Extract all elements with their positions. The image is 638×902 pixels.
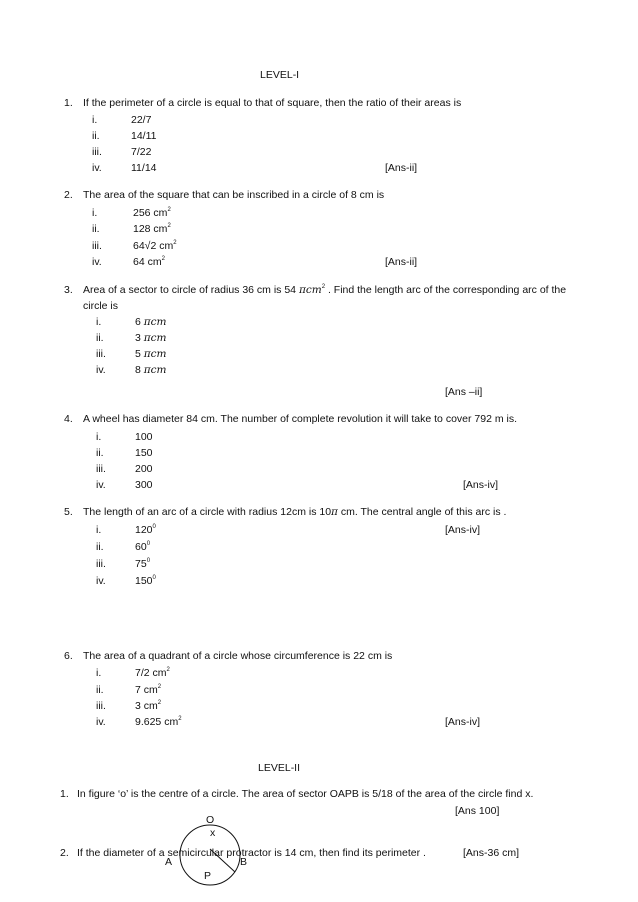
option-value: $75^0$	[135, 558, 151, 570]
option-value: 300	[135, 479, 153, 491]
option-value: 6 πcm	[135, 316, 167, 328]
question-number: 6.	[64, 650, 73, 662]
point-label-p: P	[204, 870, 212, 882]
option-value: $60^0$	[135, 541, 151, 553]
option-number: ii.	[96, 447, 104, 459]
option-number: i.	[96, 667, 102, 679]
answer-label: [Ans 100]	[455, 805, 500, 817]
center-label-o: O	[206, 815, 215, 826]
question-text-continued: circle is	[83, 300, 119, 312]
option-value: 200	[135, 463, 153, 475]
option-value: $150^0$	[135, 575, 156, 587]
question-number: 1.	[60, 788, 69, 800]
answer-label: [Ans-36 cm]	[463, 847, 520, 859]
option-value: 14/11	[131, 130, 157, 142]
option-value: 64 $cm^2$	[133, 256, 165, 268]
option-number: iii.	[96, 700, 106, 712]
question-text: The area of the square that can be inscribed in a circle of 8 cm is	[83, 189, 385, 201]
option-number: i.	[96, 431, 102, 443]
option-value: 100	[135, 431, 153, 443]
option-value: 150	[135, 447, 153, 459]
question-number: 5.	[64, 506, 73, 518]
option-number: iv.	[96, 364, 106, 376]
option-number: ii.	[96, 684, 104, 696]
option-value: $120^0$	[135, 524, 156, 536]
option-number: ii.	[96, 332, 104, 344]
question-number: 2.	[60, 847, 69, 859]
question-text: In figure ‘o’ is the centre of a circle. The area of sector OAPB is 5/18 of the area of the circle find x.	[77, 788, 534, 800]
option-value: 22/7	[131, 114, 152, 126]
option-number: i.	[96, 316, 102, 328]
answer-label: [Ans-ii]	[385, 256, 418, 268]
option-number: ii.	[96, 541, 104, 553]
question-text: If the diameter of a semicircular protractor is 14 cm, then find its perimeter .	[77, 847, 426, 859]
option-number: iii.	[96, 348, 106, 360]
option-value: 5 πcm	[135, 348, 167, 360]
point-label-b: B	[240, 856, 248, 868]
question-number: 4.	[64, 413, 73, 425]
option-number: iii.	[92, 146, 102, 158]
option-value: 64√2 $cm^2$	[133, 240, 177, 252]
option-number: iv.	[96, 575, 106, 587]
answer-label: [Ans-iv]	[445, 716, 481, 728]
question-text: A wheel has diameter 84 cm. The number of complete revolution it will take to cover 792 m is.	[83, 413, 518, 425]
level-2-heading: LEVEL-II	[258, 762, 301, 774]
option-number: i.	[92, 114, 98, 126]
level-1-heading: LEVEL-I	[260, 69, 300, 81]
answer-label: [Ans –ii]	[445, 386, 483, 398]
answer-label: [Ans-ii]	[385, 162, 418, 174]
option-number: ii.	[92, 130, 100, 142]
question-text: The length of an arc of a circle with radius 12cm is 10π cm. The central angle of this arc is .	[83, 506, 507, 518]
option-number: iv.	[96, 479, 106, 491]
question-number: 2.	[64, 189, 73, 201]
question-number: 1.	[64, 97, 73, 109]
option-value: 128 $cm^2$	[133, 223, 171, 235]
question-text: If the perimeter of a circle is equal to that of square, then the ratio of their areas is	[83, 97, 462, 109]
option-value: 7/2 $cm^2$	[135, 667, 170, 679]
option-number: iii.	[96, 558, 106, 570]
answer-label: [Ans-iv]	[463, 479, 499, 491]
question-text: The area of a quadrant of a circle whose circumference is 22 cm is	[83, 650, 393, 662]
option-value: 256 $cm^2$	[133, 207, 171, 219]
angle-label-x: x	[210, 827, 216, 839]
answer-label: [Ans-iv]	[445, 524, 481, 536]
option-number: ii.	[92, 223, 100, 235]
option-value: 3 πcm	[135, 332, 167, 344]
point-label-a: A	[165, 856, 173, 868]
option-number: i.	[92, 207, 98, 219]
option-value: 9.625 $cm^2$	[135, 716, 182, 728]
option-number: iv.	[92, 162, 102, 174]
option-value: 11/14	[131, 162, 157, 174]
question-text: Area of a sector to circle of radius 36 cm is 54 πcm$^2$ . Find the length arc of the corresponding arc of the	[83, 284, 567, 296]
option-number: iii.	[96, 463, 106, 475]
question-number: 3.	[64, 284, 73, 296]
option-number: i.	[96, 524, 102, 536]
option-value: 7/22	[131, 146, 152, 158]
option-number: iii.	[92, 240, 102, 252]
option-number: iv.	[96, 716, 106, 728]
option-value: 8 πcm	[135, 364, 167, 376]
option-value: 7 $cm^2$	[135, 684, 162, 696]
option-number: iv.	[92, 256, 102, 268]
option-value: 3 $cm^2$	[135, 700, 162, 712]
